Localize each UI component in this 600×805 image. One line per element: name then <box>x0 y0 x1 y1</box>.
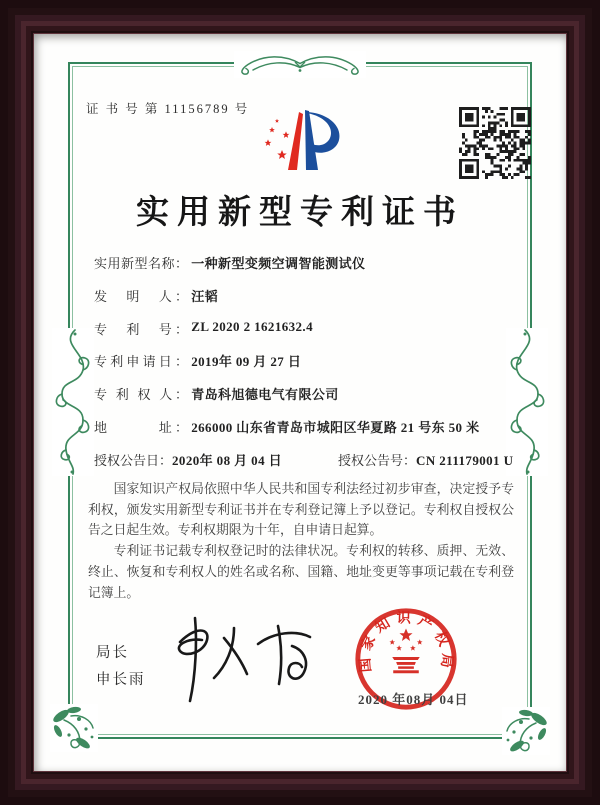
legal-paragraph-1: 国家知识产权局依照中华人民共和国专利法经过初步审查，决定授予专利权，颁发实用新型专利证书并在专利登记簿上予以登记。专利权自授权公告之日起生效。专利权期限为十年，自申请日起算。 <box>88 482 514 538</box>
field-value: 汪韬 <box>191 288 219 304</box>
director-name: 申长雨 <box>96 671 146 688</box>
field-row-patent-number <box>94 319 514 339</box>
cnipa-patent-logo-icon <box>252 94 352 178</box>
field-label: 地 址： <box>94 419 188 435</box>
grant-number-pair <box>338 450 513 470</box>
director-signature-icon <box>150 604 328 712</box>
border-floral-bottom-right-icon <box>502 707 550 755</box>
seal-date: 2020 年08月 04日 <box>358 692 469 707</box>
field-row-filing-date <box>94 351 514 371</box>
field-label: 专利申请日： <box>94 354 188 370</box>
field-value: ZL 2020 2 1621632.4 <box>191 318 313 334</box>
qr-code <box>459 107 531 179</box>
field-value: 青岛科旭德电气有限公司 <box>191 387 339 403</box>
director-title: 局长 <box>96 645 129 661</box>
certificate-title: 实用新型专利证书 <box>136 195 464 231</box>
field-label: 授权公告日： <box>94 452 173 468</box>
field-value: 一种新型变频空调智能测试仪 <box>191 256 366 271</box>
field-list <box>94 253 514 470</box>
field-value: 266000 山东省青岛市城阳区华夏路 21 号东 50 米 <box>191 419 480 435</box>
seal-text: 国家知识产权局 <box>356 610 456 675</box>
field-value: 2019年 09 月 27 日 <box>191 354 302 370</box>
field-row-grant <box>94 450 514 470</box>
field-label: 授权公告号： <box>338 452 417 468</box>
border-floral-bottom-left-icon <box>50 704 98 752</box>
legal-text <box>88 479 514 603</box>
field-value: CN 211179001 U <box>416 452 514 468</box>
legal-paragraph-2: 专利证书记载专利权登记时的法律状况。专利权的转移、质押、无效、终止、恢复和专利权人的姓名或名称、国籍、地址变更等事项记载在专利登记簿上。 <box>88 544 514 600</box>
field-label: 实用新型名称： <box>94 256 188 271</box>
field-label: 专 利 权 人： <box>94 387 188 403</box>
grant-date-pair <box>94 450 282 470</box>
field-label: 发 明 人： <box>94 288 188 304</box>
field-row-inventor <box>94 286 514 306</box>
field-label: 专 利 号： <box>94 321 188 337</box>
field-row-patentee <box>94 384 514 404</box>
field-value: 2020年 08 月 04 日 <box>172 452 283 468</box>
border-swirl-left-icon <box>52 328 94 476</box>
field-row-address <box>94 417 514 437</box>
certificate-number: 证 书 号 第 11156789 号 <box>86 102 250 116</box>
director-block <box>96 640 146 694</box>
field-row-name <box>94 253 514 273</box>
border-flourish-top-icon <box>234 51 366 78</box>
